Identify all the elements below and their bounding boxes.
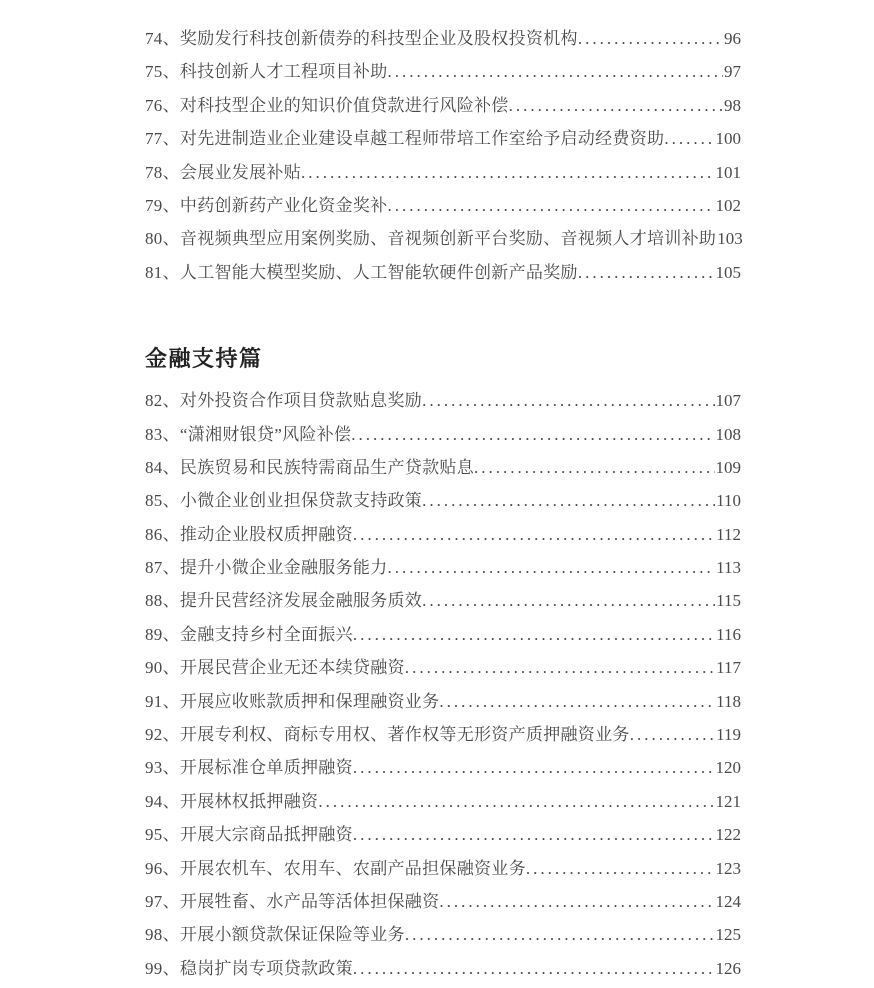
toc-entry [145,918,741,951]
toc-entry-page: 105 [715,262,741,282]
toc-entry-title: 75、科技创新人才工程项目补助 [145,62,388,82]
toc-leader-dots [474,451,715,484]
toc-leader-dots [301,156,715,189]
toc-entry [145,55,741,88]
toc-leader-dots [578,256,715,289]
toc-entry-title: 83、“潇湘财银贷”风险补偿 [145,424,352,444]
toc-entry [145,451,741,484]
toc-section-financial-support [145,384,741,985]
toc-entry-title: 93、开展标准仓单质押融资 [145,758,353,778]
toc-entry [145,718,741,751]
toc-entry-page: 100 [715,129,741,149]
toc-entry [145,885,741,918]
toc-rows-group-2 [145,384,741,985]
toc-leader-dots [439,685,715,718]
toc-entry [145,685,741,718]
toc-entry-title: 84、民族贸易和民族特需商品生产贷款贴息 [145,457,474,477]
toc-entry-page: 118 [716,691,741,711]
toc-entry-title: 78、会展业发展补贴 [145,162,301,182]
section-heading: 金融支持篇 [145,346,263,372]
toc-entry-page: 122 [715,825,741,845]
toc-entry-page: 107 [715,391,741,411]
toc-entry-page: 98 [724,95,741,115]
toc-entry-title: 91、开展应收账款质押和保理融资业务 [145,691,440,711]
toc-entry-title: 80、音视频典型应用案例奖励、音视频创新平台奖励、音视频人才培训补助 [145,229,717,249]
toc-entry [145,952,741,985]
toc-leader-dots [526,852,715,885]
toc-entry [145,418,741,451]
toc-entry-page: 125 [715,925,741,945]
toc-entry-page: 126 [715,958,741,978]
toc-entry-title: 74、奖励发行科技创新债券的科技型企业及股权投资机构 [145,29,578,48]
toc-entry-page: 97 [724,62,741,82]
toc-leader-dots [353,618,715,651]
toc-entry [145,751,741,784]
toc-leader-dots [578,22,723,55]
toc-leader-dots [405,918,715,951]
toc-entry-page: 103 [717,229,743,249]
toc-entry-page: 121 [715,791,741,811]
toc-entry [145,785,741,818]
toc-leader-dots [388,551,716,584]
toc-section-science-tech [145,22,741,289]
toc-leader-dots [630,718,715,751]
toc-entry [145,22,741,55]
toc-leader-dots [351,418,714,451]
toc-leader-dots [318,785,714,818]
toc-entry [145,256,741,289]
toc-entry-title: 86、推动企业股权质押融资 [145,524,353,544]
toc-entry [145,818,741,851]
toc-entry [145,189,741,222]
toc-leader-dots [388,189,715,222]
toc-leader-dots [405,651,715,684]
toc-entry [145,651,741,684]
toc-entry-title: 88、提升民营经济发展金融服务质效 [145,591,423,611]
toc-leader-dots [353,751,715,784]
toc-entry [145,618,741,651]
toc-entry-title: 89、金融支持乡村全面振兴 [145,624,353,644]
toc-entry-title: 81、人工智能大模型奖励、人工智能软硬件创新产品奖励 [145,262,578,282]
toc-entry-title: 98、开展小额贷款保证保险等业务 [145,925,405,945]
toc-entry [145,852,741,885]
toc-entry-title: 90、开展民营企业无还本续贷融资 [145,658,405,678]
toc-entry-page: 119 [716,725,741,745]
toc-leader-dots [388,55,724,88]
toc-entry-page: 102 [715,195,741,215]
toc-entry [145,222,741,255]
toc-entry-page: 101 [715,162,741,182]
toc-entry [145,156,741,189]
toc-entry-title: 97、开展牲畜、水产品等活体担保融资 [145,891,440,911]
toc-entry-page: 115 [716,591,741,611]
toc-entry-title: 94、开展林权抵押融资 [145,791,319,811]
toc-leader-dots [664,122,714,155]
toc-entry-title: 95、开展大宗商品抵押融资 [145,825,353,845]
toc-entry-page: 109 [715,457,741,477]
toc-leader-dots [509,89,723,122]
toc-entry-title: 76、对科技型企业的知识价值贷款进行风险补偿 [145,95,509,115]
toc-rows-group-1 [145,22,741,289]
toc-leader-dots [422,484,715,517]
toc-entry-title: 77、对先进制造业企业建设卓越工程师带培工作室给予启动经费资助 [145,129,665,149]
toc-entry [145,551,741,584]
toc-leader-dots [422,384,714,417]
toc-leader-dots [353,952,715,985]
toc-entry [145,384,741,417]
toc-entry-page: 123 [715,858,741,878]
toc-entry [145,484,741,517]
toc-entry-page: 96 [724,29,741,48]
toc-leader-dots [439,885,714,918]
toc-entry-title: 92、开展专利权、商标专用权、著作权等无形资产质押融资业务 [145,725,630,745]
toc-leader-dots [353,818,715,851]
toc-entry-title: 82、对外投资合作项目贷款贴息奖励 [145,391,423,411]
toc-entry-page: 113 [716,558,741,578]
toc-entry-title: 85、小微企业创业担保贷款支持政策 [145,491,423,511]
toc-leader-dots [422,584,715,617]
toc-leader-dots [353,518,715,551]
toc-entry-page: 108 [715,424,741,444]
toc-entry-title: 79、中药创新药产业化资金奖补 [145,195,388,215]
toc-entry-page: 124 [715,891,741,911]
toc-entry-page: 116 [716,624,741,644]
toc-entry [145,89,741,122]
toc-entry [145,518,741,551]
toc-entry-page: 117 [716,658,741,678]
toc-entry [145,122,741,155]
toc-entry-page: 110 [716,491,741,511]
toc-entry-title: 87、提升小微企业金融服务能力 [145,558,388,578]
toc-entry-title: 96、开展农机车、农用车、农副产品担保融资业务 [145,858,526,878]
toc-entry-page: 120 [715,758,741,778]
toc-entry [145,584,741,617]
toc-entry-title: 99、稳岗扩岗专项贷款政策 [145,958,353,978]
toc-entry-page: 112 [716,524,741,544]
